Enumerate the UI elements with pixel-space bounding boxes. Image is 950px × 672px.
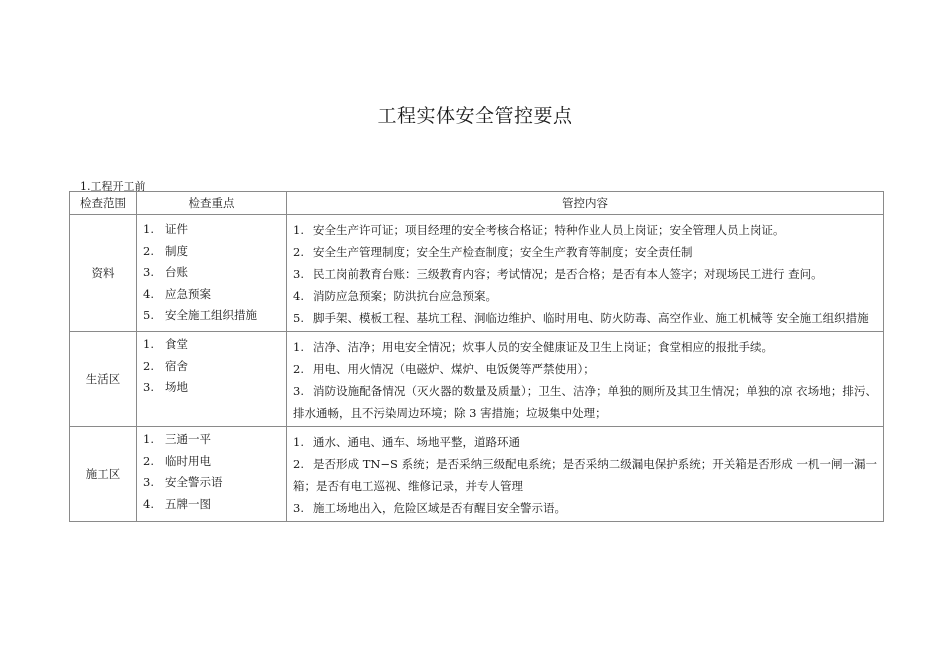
content-item: 2. 是否形成 TN−S 系统；是否采纳三级配电系统；是否采纳二级漏电保护系统；开关箱是否形成 一机一闸一漏一箱；是否有电工巡视、维修记录，并专人管理	[293, 457, 877, 493]
table-row	[70, 215, 884, 332]
focus-item: 2. 制度	[143, 243, 188, 258]
focus-item: 3. 安全警示语	[143, 475, 223, 489]
focus-cell	[137, 215, 287, 332]
content-item: 1. 洁净、洁净；用电安全情况；炊事人员的安全健康证及卫生上岗证；食堂相应的报批手续。	[293, 340, 773, 354]
focus-item: 5. 安全施工组织措施	[143, 308, 257, 323]
focus-item: 3. 台账	[143, 265, 188, 280]
header-content: 管控内容	[287, 192, 884, 215]
focus-item: 3. 场地	[143, 380, 188, 394]
focus-item: 1. 证件	[143, 222, 188, 237]
table-row	[70, 332, 884, 427]
focus-cell	[137, 332, 287, 427]
focus-item: 1. 食堂	[143, 337, 188, 351]
content-item: 3. 施工场地出入，危险区域是否有醒目安全警示语。	[293, 501, 566, 515]
content-item: 1. 通水、通电、通车、场地平整，道路环通	[293, 435, 520, 449]
table-row	[70, 427, 884, 522]
focus-item: 2. 宿舍	[143, 358, 188, 373]
focus-item: 1. 三通一平	[143, 432, 211, 446]
content-item: 3. 消防设施配备情况（灭火器的数量及质量）；卫生、洁净；单独的厕所及其卫生情况；单独的凉 衣场地；排污、排水通畅，且不污染周边环境；除 3 害措施；垃圾集中处理；	[293, 384, 877, 420]
content-item: 2. 安全生产管理制度；安全生产检查制度；安全生产教育等制度；安全责任制	[293, 245, 693, 259]
safety-control-table	[69, 191, 884, 522]
content-cell	[287, 427, 884, 522]
scope-cell: 生活区	[70, 332, 137, 427]
focus-item: 4. 应急预案	[143, 286, 211, 301]
focus-item: 4. 五牌一图	[143, 496, 211, 511]
content-cell	[287, 332, 884, 427]
table-header-row	[70, 192, 884, 215]
content-item: 4. 消防应急预案；防洪抗台应急预案。	[293, 289, 497, 303]
header-focus: 检查重点	[137, 192, 287, 215]
section-heading: 1.工程开工前	[80, 180, 146, 193]
content-item: 2. 用电、用火情况（电磁炉、煤炉、电饭煲等严禁使用）；	[293, 362, 595, 376]
scope-cell: 施工区	[70, 427, 137, 522]
document-title: 工程实体安全管控要点	[377, 105, 573, 127]
focus-cell	[137, 427, 287, 522]
content-item: 3. 民工岗前教育台账：三级教育内容；考试情况；是否合格；是否有本人签字；对现场民工进行 查问。	[293, 267, 823, 281]
content-item: 5. 脚手架、模板工程、基坑工程、洞临边维护、临时用电、防火防毒、高空作业、施工机械等 安全施工组织措施	[293, 311, 869, 325]
focus-item: 2. 临时用电	[143, 453, 211, 468]
content-cell	[287, 215, 884, 332]
header-scope: 检查范围	[70, 192, 137, 215]
scope-cell: 资料	[70, 215, 137, 332]
content-item: 1. 安全生产许可证；项目经理的安全考核合格证；特种作业人员上岗证；安全管理人员上岗证。	[293, 223, 785, 237]
